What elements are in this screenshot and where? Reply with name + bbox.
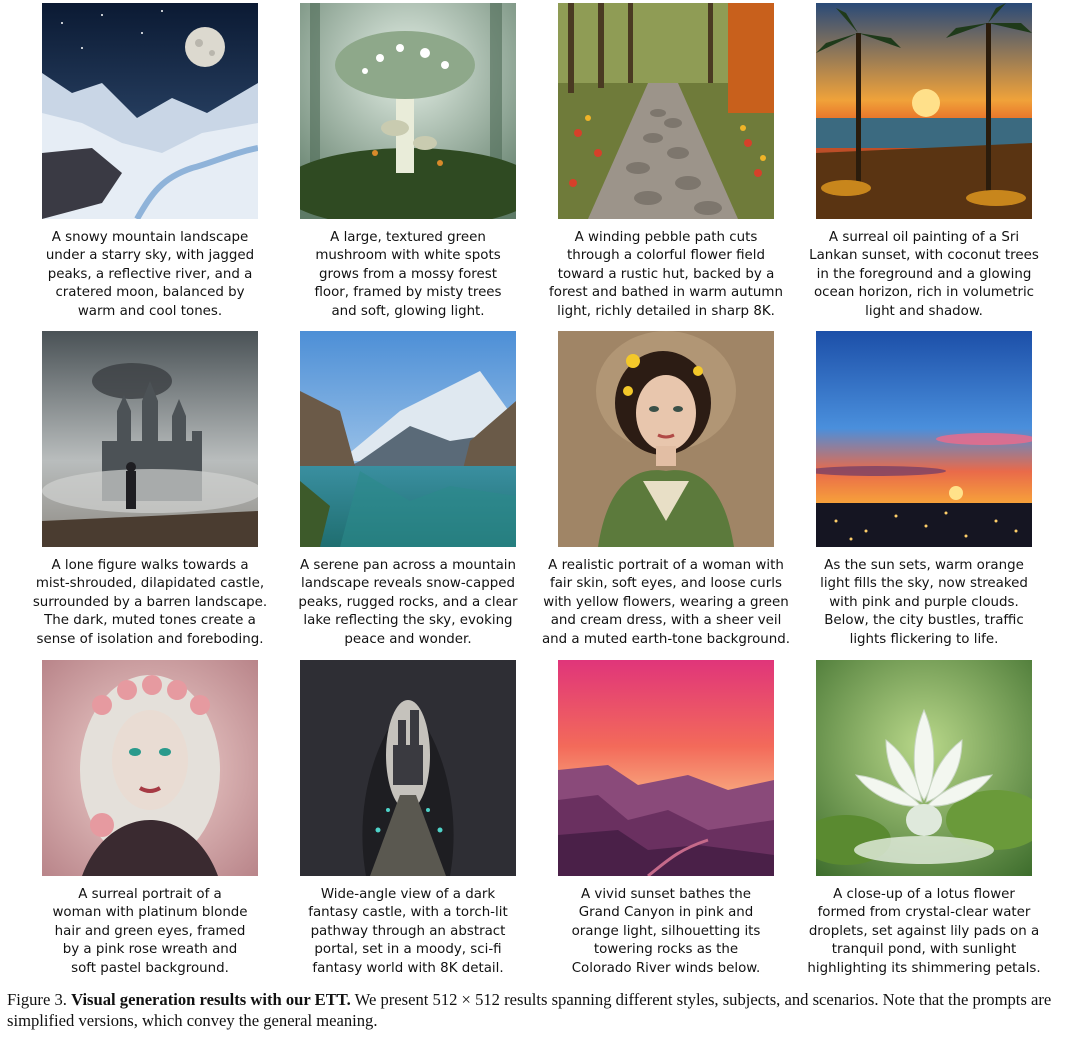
caption-line: A snowy mountain landscape <box>51 230 249 245</box>
caption-line: Wide-angle view of a dark <box>320 887 496 902</box>
caption-line: with pink and purple clouds. <box>829 594 1019 610</box>
sample-cell <box>21 331 279 649</box>
caption-line: Grand Canyon in pink and <box>578 905 754 921</box>
caption-line: hair and green eyes, framed <box>54 923 246 939</box>
caption-line: A surreal oil painting of a Sri <box>828 230 1020 245</box>
caption-line: A serene pan across a mountain <box>299 558 517 573</box>
generated-image-mushroom <box>300 3 516 219</box>
caption-line: warm and cool tones. <box>77 303 223 319</box>
caption-line: forest and bathed in warm autumn <box>549 285 783 301</box>
image-caption <box>279 557 537 649</box>
sample-cell <box>537 660 795 978</box>
caption-line: peaks, a reflective river, and a <box>47 266 253 282</box>
caption-line: mushroom with white spots <box>315 248 501 264</box>
caption-line: sense of isolation and foreboding. <box>36 631 264 647</box>
caption-line: grows from a mossy forest <box>319 266 497 282</box>
caption-line: highlighting its shimmering petals. <box>807 960 1041 976</box>
caption-line: light and shadow. <box>865 303 983 319</box>
sample-cell <box>795 3 1053 321</box>
generated-image-grand-canyon-sunset <box>558 660 774 876</box>
image-caption <box>795 557 1053 649</box>
image-caption <box>795 229 1053 321</box>
image-caption <box>21 229 279 321</box>
sample-cell <box>21 660 279 978</box>
caption-line: Below, the city bustles, traffic <box>824 613 1024 629</box>
caption-line: light, richly detailed in sharp 8K. <box>557 303 775 319</box>
caption-line: and a muted earth-tone background. <box>541 631 791 647</box>
caption-line: A winding pebble path cuts <box>574 230 758 245</box>
caption-line: A lone figure walks towards a <box>51 558 249 573</box>
sample-cell <box>795 660 1053 978</box>
sample-cell <box>795 331 1053 649</box>
caption-line: towering rocks as the <box>593 942 739 958</box>
caption-line: under a starry sky, with jagged <box>45 248 255 264</box>
caption-line: fantasy world with 8K detail. <box>312 960 504 976</box>
caption-line: Colorado River winds below. <box>571 960 761 976</box>
caption-line: A realistic portrait of a woman with <box>548 558 784 573</box>
figure-title: Visual generation results with our ETT. <box>71 990 351 1009</box>
caption-line: fair skin, soft eyes, and loose curls <box>550 576 782 592</box>
caption-line: surrounded by a barren landscape. <box>32 594 268 610</box>
caption-line: by a pink rose wreath and <box>62 942 238 958</box>
caption-line: cratered moon, balanced by <box>55 285 245 301</box>
caption-line: soft pastel background. <box>71 960 229 976</box>
caption-line: pathway through an abstract <box>310 923 506 939</box>
caption-line: toward a rustic hut, backed by a <box>557 266 775 282</box>
sample-cell <box>21 3 279 321</box>
figure-text: We present 512 × 512 results spanning different styles, subjects, and scenarios. Note that the prompts are simplified versions, which convey the general meaning. <box>7 990 1052 1030</box>
caption-line: peace and wonder. <box>344 631 472 647</box>
caption-line: woman with platinum blonde <box>52 905 248 921</box>
caption-line: A surreal portrait of a <box>78 887 222 902</box>
image-caption <box>279 886 537 978</box>
caption-line: portal, set in a moody, sci-fi <box>314 942 502 958</box>
caption-line: ocean horizon, rich in volumetric <box>813 285 1035 301</box>
figure-caption <box>7 990 1075 1031</box>
generated-image-platinum-blonde-portrait <box>42 660 258 876</box>
caption-line: A close-up of a lotus flower <box>833 887 1015 902</box>
sample-cell <box>537 3 795 321</box>
caption-line: in the foreground and a glowing <box>816 266 1032 282</box>
image-caption <box>537 557 795 649</box>
caption-line: lights flickering to life. <box>849 631 999 647</box>
sample-cell <box>279 331 537 649</box>
image-caption <box>21 886 279 978</box>
caption-line: light fills the sky, now streaked <box>820 576 1028 592</box>
generated-image-mountain-lake <box>300 331 516 547</box>
generated-image-city-sunset <box>816 331 1032 547</box>
caption-line: with yellow flowers, wearing a green <box>543 594 789 610</box>
generated-image-snowy-mountain <box>42 3 258 219</box>
generated-image-sri-lankan-sunset <box>816 3 1032 219</box>
image-caption <box>279 229 537 321</box>
caption-line: Lankan sunset, with coconut trees <box>809 248 1039 264</box>
image-caption <box>21 557 279 649</box>
caption-line: landscape reveals snow-capped <box>301 576 515 592</box>
caption-line: tranquil pond, with sunlight <box>831 942 1017 958</box>
generated-image-pebble-path <box>558 3 774 219</box>
caption-line: A large, textured green <box>330 230 486 245</box>
caption-line: As the sun sets, warm orange <box>824 558 1024 573</box>
caption-line: mist-shrouded, dilapidated castle, <box>35 576 265 592</box>
caption-line: and cream dress, with a sheer veil <box>550 613 782 629</box>
sample-cell <box>537 331 795 649</box>
image-caption <box>537 229 795 321</box>
caption-line: droplets, set against lily pads on a <box>808 923 1040 939</box>
caption-line: floor, framed by misty trees <box>314 285 502 301</box>
sample-cell <box>279 3 537 321</box>
caption-line: The dark, muted tones create a <box>44 613 256 629</box>
caption-line: lake reflecting the sky, evoking <box>303 613 513 629</box>
generated-image-woman-portrait <box>558 331 774 547</box>
caption-line: fantasy castle, with a torch-lit <box>308 905 508 921</box>
image-caption <box>795 886 1053 978</box>
sample-cell <box>279 660 537 978</box>
image-caption <box>537 886 795 978</box>
caption-line: A vivid sunset bathes the <box>580 887 752 902</box>
generated-image-misty-castle <box>42 331 258 547</box>
generated-image-dark-fantasy-castle <box>300 660 516 876</box>
caption-line: formed from crystal-clear water <box>817 905 1031 921</box>
caption-line: peaks, rugged rocks, and a clear <box>298 594 518 610</box>
figure-label: Figure 3. <box>7 990 67 1009</box>
caption-line: orange light, silhouetting its <box>571 923 761 939</box>
caption-line: through a colorful flower field <box>567 248 765 264</box>
caption-line: and soft, glowing light. <box>331 303 485 319</box>
generated-image-lotus-flower <box>816 660 1032 876</box>
